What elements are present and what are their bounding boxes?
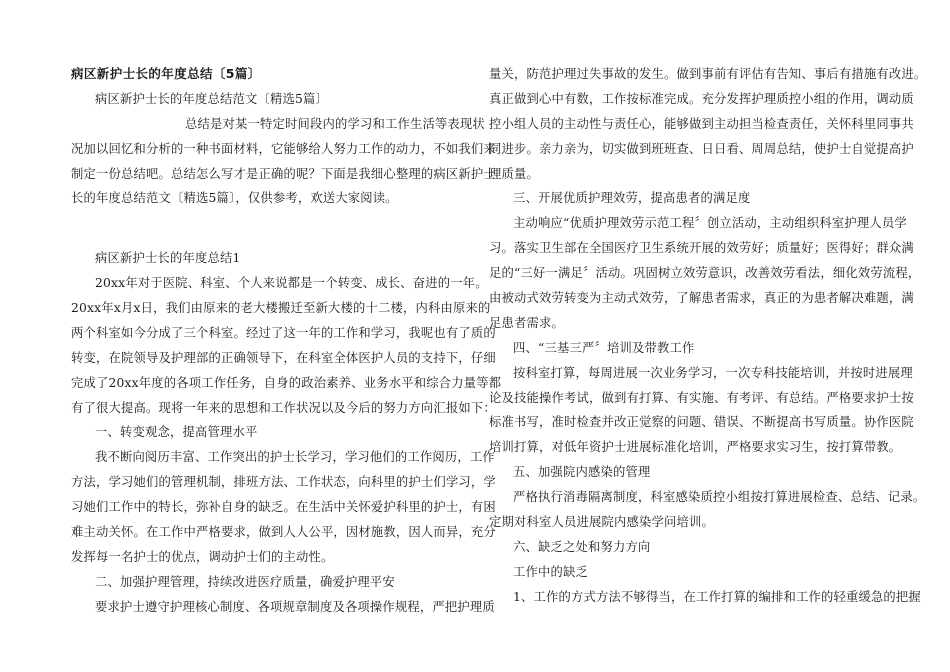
right-column-line: 严格执行消毒隔离制度，科室感染质控小组按打算进展检查、总结、记录。 <box>513 490 926 505</box>
right-column-line: 足患者需求。 <box>489 315 564 330</box>
right-column-line: 论及技能操作考试，做到有打算、有实施、有考评、有总结。严格要求护士按 <box>489 390 914 405</box>
left-column-line: 病区新护士长的年度总结1 <box>95 251 241 266</box>
right-column-line: 量关，防范护理过失事故的发生。做到事前有评估有告知、事后有措施有改进。 <box>489 67 927 81</box>
left-text-column <box>71 62 502 620</box>
right-column-line: 四、“三基三严〞培训及带教工作 <box>513 340 695 355</box>
left-column-line: 20xx年对于医院、科室、个人来说都是一个转变、成长、奋进的一年。 <box>95 276 488 291</box>
right-column-line: 主动响应“优质护理效劳示范工程〞创立活动，主动组织科室护理人员学 <box>513 216 907 231</box>
right-column-line: 理质量。 <box>489 166 539 181</box>
right-column-line: 1、工作的方式方法不够得当，在工作打算的编排和工作的轻重缓急的把握 <box>513 589 921 604</box>
left-column-line: 况加以回忆和分析的一种书面材料，它能够给人努力工作的动力，不如我们来 <box>71 141 496 156</box>
blank-line <box>71 211 461 236</box>
left-column-line: 制定一份总结吧。总结怎么写才是正确的呢？下面是我细心整理的病区新护士 <box>71 166 496 181</box>
left-column-line: 发挥每一名护士的优点，调动护士们的主动性。 <box>71 549 334 564</box>
left-column-line: 方法，学习她们的管理机制，排班方法、工作状态，向科里的护士们学习，学 <box>71 475 496 490</box>
left-column-line: 二、加强护理管理，持续改进医疗质量，确爱护理平安 <box>95 574 395 589</box>
right-column-line: 五、加强院内感染的管理 <box>513 465 651 480</box>
left-column-line: 20xx年x月x日，我们由原来的老大楼搬迁至新大楼的十二楼，内科由原来的 <box>71 301 491 316</box>
left-column-line: 难主动关怀。在工作中严格要求，做到人人公平，因材施教，因人而异，充分 <box>71 525 496 540</box>
right-column-line: 标准书写，准时检查并改正觉察的问题、错误、不断提高书写质量。协作医院 <box>489 415 914 430</box>
right-column-line: 按科室打算，每周进展一次业务学习，一次专科技能培训，并按时进展理 <box>513 365 913 380</box>
right-text-column <box>489 62 927 610</box>
right-column-line: 控小组人员的主动性与责任心，能够做到主动担当检查责任，关怀科里同事共 <box>489 116 914 131</box>
blank-line <box>71 236 461 246</box>
left-column-line: 病区新护士长的年度总结范文〔精选5篇〕 <box>95 91 328 106</box>
right-column-line: 真正做到心中有数，工作按标准完成。充分发挥护理质控小组的作用，调动质 <box>489 91 914 106</box>
left-column-line: 转变，在院领导及护理部的正确领导下，在科室全体医护人员的支持下，仔细 <box>71 350 496 365</box>
document-title: 病区新护士长的年度总结〔5篇〕 <box>71 66 261 81</box>
right-column-line: 工作中的缺乏 <box>513 564 588 579</box>
left-column-line: 有了很大提高。现将一年来的思想和工作状况以及今后的努力方向汇报如下： <box>71 400 496 415</box>
right-column-line: 同进步。亲力亲为，切实做到班班查、日日看、周周总结，使护士自觉提高护 <box>489 141 914 156</box>
right-column-line: 由被动式效劳转变为主动式效劳，了解患者需求，真正的为患者解决难题，满 <box>489 291 914 306</box>
left-column-line: 要求护士遵守护理核心制度、各项规章制度及各项操作规程，严把护理质 <box>95 599 495 614</box>
right-column-line: 六、缺乏之处和努力方向 <box>513 539 651 554</box>
right-column-line: 三、开展优质护理效劳，提高患者的满足度 <box>513 191 751 206</box>
left-column-line: 一、转变观念，提高管理水平 <box>95 425 258 440</box>
left-column-line: 习她们工作中的特长，弥补自身的缺乏。在生活中关怀爱护科里的护士，有困 <box>71 500 496 515</box>
right-column-line: 定期对科室人员进展院内感染学问培训。 <box>489 515 714 530</box>
left-column-line: 长的年度总结范文〔精选5篇〕，仅供参考，欢送大家阅读。 <box>71 191 398 206</box>
right-column-line: 习。落实卫生部在全国医疗卫生系统开展的效劳好；质量好；医得好；群众满 <box>489 241 914 256</box>
left-column-line: 我不断向阅历丰富、工作突出的护士长学习，学习他们的工作阅历，工作 <box>95 450 495 465</box>
left-column-line: 两个科室如今分成了三个科室。经过了这一年的工作和学习，我呢也有了质的 <box>71 325 496 340</box>
left-column-line: 总结是对某一特定时间段内的学习和工作生活等表现状 <box>185 116 485 131</box>
right-column-line: 培训打算，对低年资护士进展标准化培训，严格要求实习生，按打算带教。 <box>489 440 902 455</box>
left-column-line: 完成了20xx年度的各项工作任务，自身的政治素养、业务水平和综合力量等都 <box>71 375 502 390</box>
right-column-line: 足的“三好一满足〞活动。巩固树立效劳意识，改善效劳看法，细化效劳流程， <box>489 266 921 281</box>
